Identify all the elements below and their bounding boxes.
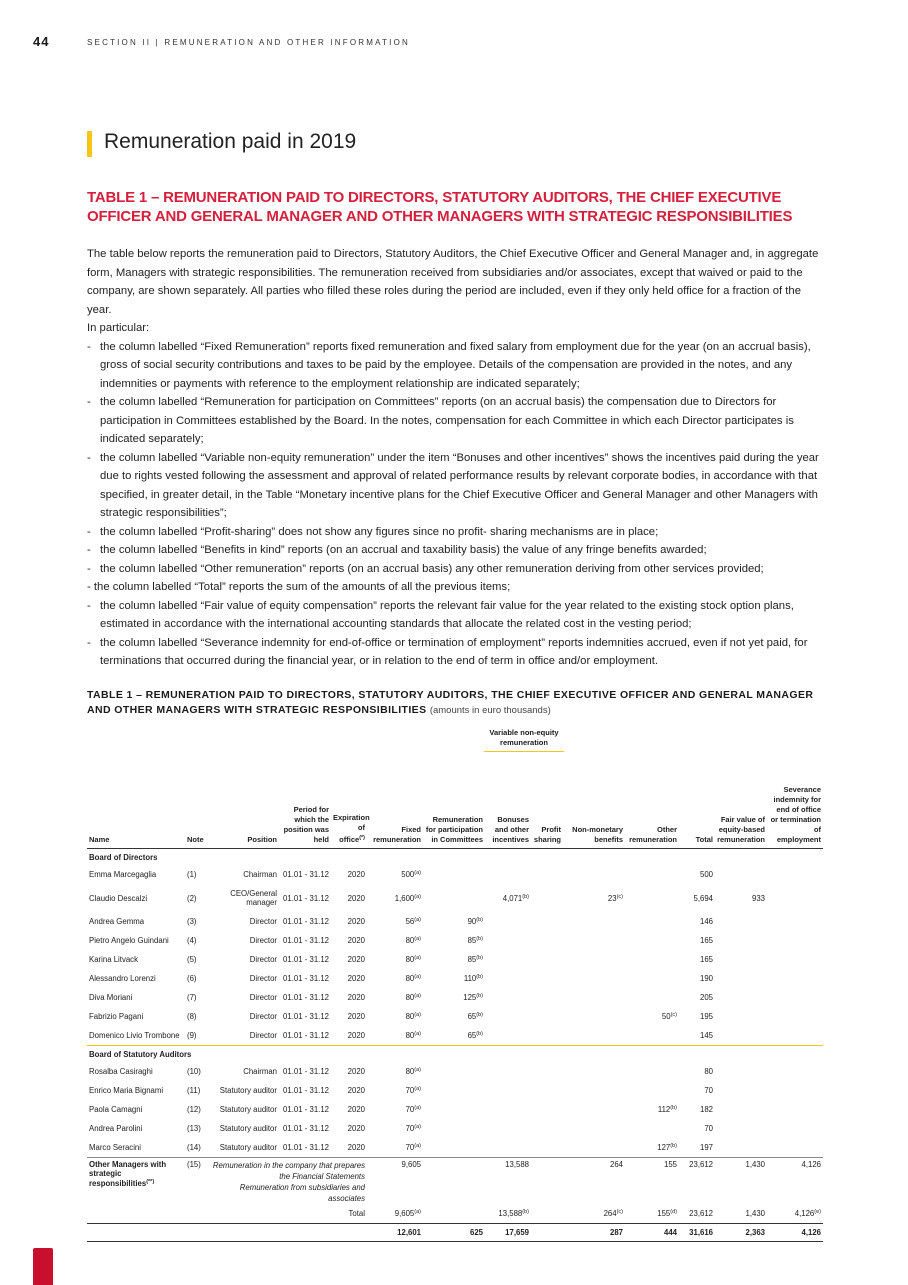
list-item: - the column labelled “Fair value of equity compensation” reports the relevant fair value for the year related to the existing stock option plans, estimated in accordance with the international accounting standards that allocate the related cost in the vesting period; bbox=[87, 599, 794, 630]
table-row: Emma Marcegaglia (1) Chairman 01.01 - 31.12 2020 500$^{(a)}$ 500 bbox=[89, 870, 713, 879]
table-row: Paola Camagni (12) Statutory auditor 01.01 - 31.12 2020 70$^{(a)}$ 112$^{(b)}$ 182 bbox=[89, 1105, 713, 1114]
managers-subsidiaries-row: Remuneration from subsidiaries and associates bbox=[239, 1183, 365, 1203]
col-position: Position bbox=[247, 835, 277, 844]
managers-company-row: Other Managers with strategic responsibilities(**) (15) Remuneration in the company that prepares the Financial Statements 9,605 13,588 264 155 23,612 1,430 4,126 bbox=[87, 1158, 823, 1183]
table-row: Claudio Descalzi (2) CEO/General manager 01.01 - 31.12 2020 1,600$^{(a)}$ 4,071$^{(b)}$ 23$^{(c)}$ 5,694 933 bbox=[89, 889, 765, 907]
col-other: Other remuneration bbox=[629, 825, 677, 844]
col-nonmonetary: Non-monetary benefits bbox=[572, 825, 623, 844]
list-item: - the column labelled “Benefits in kind” reports (on an accrual and taxability basis) the value of any fringe benefits awarded; bbox=[87, 544, 707, 556]
managers-total-row: Total 9,605$^{(a)}$ 13,588$^{(b)}$ 264$^{(c)}$ 155$^{(d)}$ 23,612 1,430 4,126$^{(e)}$ bbox=[348, 1209, 821, 1218]
list-item: - the column labelled “Variable non-equity remuneration” under the item “Bonuses and other incentives” shows the incentives paid during the year due to rights vested following the assessment and approval of related performance results by relevant corporate bodies, in accordance with that specified, in greater detail, in the Table “Monetary incentive plans for the Chief Executive Officer and General Manager and other Managers with strategic responsibilities”; bbox=[87, 451, 819, 519]
table-row: Andrea Parolini (13) Statutory auditor 01.01 - 31.12 2020 70$^{(a)}$ 70 bbox=[89, 1124, 713, 1133]
col-note: Note bbox=[187, 835, 204, 844]
col-fairvalue: Fair value of equity-based remuneration bbox=[717, 815, 765, 844]
table-row: Diva Moriani (7) Director 01.01 - 31.12 2020 80$^{(a)}$ 125$^{(b)}$ 205 bbox=[89, 993, 713, 1002]
table-title: TABLE 1 – REMUNERATION PAID TO DIRECTORS, STATUTORY AUDITORS, THE CHIEF EXECUTIVE OFFICER AND GENERAL MANAGER AND OTHER MANAGERS WITH STRATEGIC RESPONSIBILITIES (amounts in euro thousands) bbox=[87, 689, 814, 716]
grand-total-row: 12,601 625 17,659 287 444 31,616 2,363 4,126 bbox=[87, 1224, 823, 1242]
table-unit: (amounts in euro thousands) bbox=[429, 705, 551, 716]
table-row: Andrea Gemma (3) Director 01.01 - 31.12 2020 56$^{(a)}$ 90$^{(b)}$ 146 bbox=[89, 917, 713, 926]
table-row: Marco Seracini (14) Statutory auditor 01.01 - 31.12 2020 70$^{(a)}$ 127$^{(b)}$ 197 bbox=[89, 1143, 713, 1152]
page-number: 44 bbox=[33, 34, 50, 49]
table-row: Fabrizio Pagani (8) Director 01.01 - 31.12 2020 80$^{(a)}$ 65$^{(b)}$ 50$^{(c)}$ 195 bbox=[89, 1012, 713, 1021]
table-row: Domenico Livio Trombone (9) Director 01.01 - 31.12 2020 80$^{(a)}$ 65$^{(b)}$ 145 bbox=[89, 1031, 713, 1040]
table-row: Alessandro Lorenzi (6) Director 01.01 - 31.12 2020 80$^{(a)}$ 110$^{(b)}$ 190 bbox=[89, 974, 713, 983]
column-descriptions-list bbox=[87, 338, 825, 671]
list-item: - the column labelled “Severance indemnity for end-of-office or termination of employment” reports indemnities accrued, even if not yet paid, for terminations that occurred during the financial year, or in relation to the end of term in office and/or employment. bbox=[87, 636, 808, 667]
list-item: - the column labelled “Other remuneration” reports (on an accrual basis) any other remuneration deriving from other services provided; bbox=[87, 562, 764, 575]
list-item: - the column labelled “Profit-sharing” does not show any figures since no profit- sharing mechanisms are in place; bbox=[87, 525, 659, 538]
intro-text bbox=[87, 245, 825, 671]
group-row-auditors: Board of Statutory Auditors bbox=[87, 1046, 823, 1063]
col-committees: Remuneration for participation in Committees bbox=[425, 815, 483, 844]
col-bonuses: Bonuses and other incentives bbox=[492, 815, 529, 844]
page-title: Remuneration paid in 2019 bbox=[104, 130, 357, 153]
table-row: Enrico Maria Bignami (11) Statutory auditor 01.01 - 31.12 2020 70$^{(a)}$ 70 bbox=[89, 1086, 713, 1095]
list-item: - the column labelled “Fixed Remuneration” reports fixed remuneration and fixed salary from employment due for the year (on an accrual basis), gross of social security contributions and taxes to be paid by the employee. Details of the compensation are provided in the notes, and any indemnities or payments with reference to the employment relationship are indicated separately; bbox=[87, 340, 811, 390]
table-header-row bbox=[87, 745, 823, 849]
col-expiration: Expiration of office(*) bbox=[333, 813, 370, 844]
group-row-directors: Board of Directors bbox=[89, 852, 158, 862]
col-period: Period for which the position was held bbox=[283, 805, 329, 844]
table-row: Karina Litvack (5) Director 01.01 - 31.12 2020 80$^{(a)}$ 85$^{(b)}$ 165 bbox=[89, 955, 713, 964]
section-subheading: TABLE 1 – REMUNERATION PAID TO DIRECTORS, STATUTORY AUDITORS, THE CHIEF EXECUTIVE OFFICER AND GENERAL MANAGER AND OTHER MANAGERS WITH STRATEGIC RESPONSIBILITIES bbox=[87, 189, 793, 225]
intro-paragraph: The table below reports the remuneration paid to Directors, Statutory Auditors, the Chief Executive Officer and General Manager and, in aggregate form, Managers with strategic responsibilities. The remuneration received from subsidiaries and/or associates, except that waived or paid to the company, are shown separately. All parties who filled these roles during the period are included, even if they only held office for a fraction of the year. bbox=[87, 248, 819, 316]
col-total: Total bbox=[695, 835, 713, 844]
section-label: SECTION II | REMUNERATION AND OTHER INFORMATION bbox=[87, 38, 410, 47]
variable-remuneration-header: Variable non-equity remuneration bbox=[484, 728, 564, 752]
heading-accent-bar bbox=[87, 131, 92, 157]
list-item: - the column labelled “Total” reports the sum of the amounts of all the previous items; bbox=[87, 581, 511, 593]
col-severance: Severance indemnity for end of office or termination of employment bbox=[770, 785, 821, 844]
page-tab-marker bbox=[33, 1248, 53, 1285]
remuneration-table bbox=[87, 745, 823, 1242]
table-row: Pietro Angelo Guindani (4) Director 01.01 - 31.12 2020 80$^{(a)}$ 85$^{(b)}$ 165 bbox=[89, 936, 713, 945]
list-item: - the column labelled “Remuneration for participation on Committees” reports (on an accrual basis) the compensation due to Directors for participation in Committees established by the Board. In the notes, compensation for each Committee in which each Director participates is indicated separately; bbox=[87, 396, 794, 445]
col-name: Name bbox=[89, 835, 110, 844]
in-particular-label: In particular: bbox=[87, 322, 150, 334]
col-profit: Profit sharing bbox=[533, 825, 561, 844]
table-row: Rosalba Casiraghi (10) Chairman 01.01 - 31.12 2020 80$^{(a)}$ 80 bbox=[89, 1067, 713, 1076]
col-fixed: Fixed remuneration bbox=[373, 825, 421, 844]
